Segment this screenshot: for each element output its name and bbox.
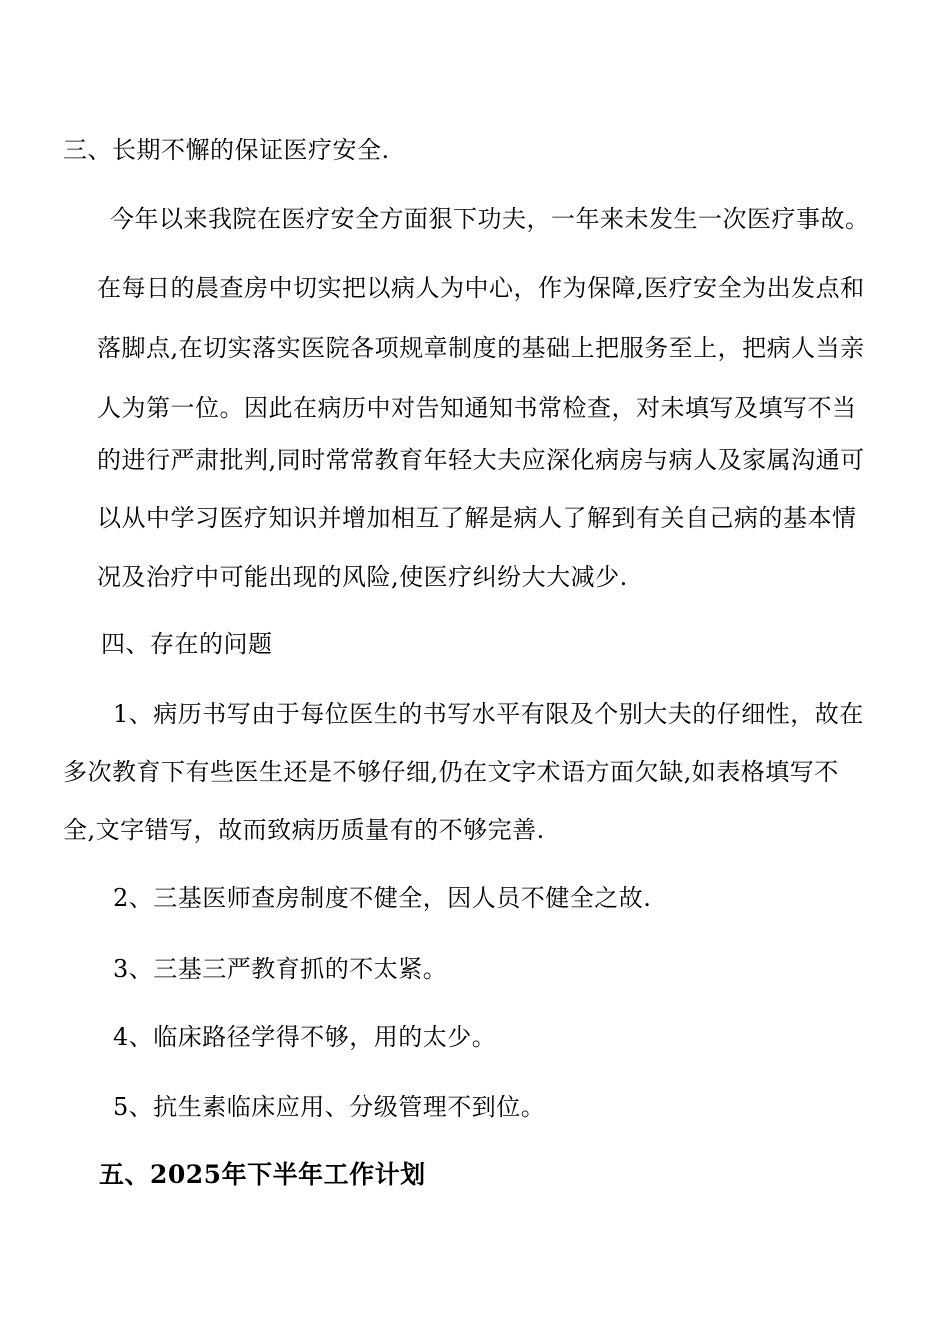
section3-paragraph2-line6: 况及治疗中可能出现的风险,使医疗纠纷大大减少. (97, 563, 628, 591)
section3-paragraph2-line3: 人为第一位。因此在病历中对告知通知书常检查，对未填写及填写不当 (97, 394, 857, 422)
section4-item2: 2、三基医师查房制度不健全，因人员不健全之故. (113, 884, 652, 912)
section3-paragraph2-line1: 在每日的晨查房中切实把以病人为中心，作为保障,医疗安全为出发点和 (97, 274, 865, 302)
section4-item5: 5、抗生素临床应用、分级管理不到位。 (113, 1093, 546, 1121)
section3-paragraph2-line4: 的进行严肃批判,同时常常教育年轻大夫应深化病房与病人及家属沟通可 (97, 446, 865, 474)
section3-paragraph2-line2: 落脚点,在切实落实医院各项规章制度的基础上把服务至上，把病人当亲 (97, 334, 865, 362)
section4-item1-line1: 1、病历书写由于每位医生的书写水平有限及个别大夫的仔细性，故在 (113, 700, 864, 728)
section3-paragraph1: 今年以来我院在医疗安全方面狠下功夫，一年来未发生一次医疗事故。 (110, 205, 870, 233)
section3-heading: 三、长期不懈的保证医疗安全. (63, 136, 390, 164)
section4-item1-line3: 全,文字错写，故而致病历质量有的不够完善. (63, 816, 545, 844)
section4-item4: 4、临床路径学得不够，用的太少。 (113, 1023, 497, 1051)
section3-paragraph2-line5: 以从中学习医疗知识并增加相互了解是病人了解到有关自己病的基本情 (97, 504, 857, 532)
section5-heading: 五、2025年下半年工作计划 (99, 1160, 426, 1189)
section4-item3: 3、三基三严教育抓的不太紧。 (113, 955, 448, 983)
section4-item1-line2: 多次教育下有些医生还是不够仔细,仍在文字术语方面欠缺,如表格填写不 (63, 758, 839, 786)
section4-heading: 四、存在的问题 (101, 630, 273, 658)
